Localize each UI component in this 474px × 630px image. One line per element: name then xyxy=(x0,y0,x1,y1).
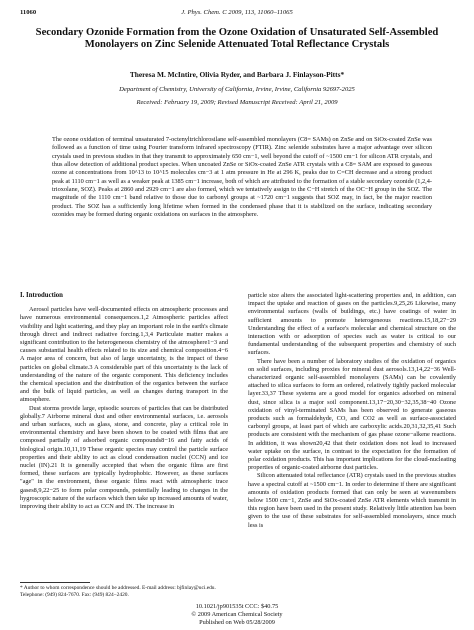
journal-citation: J. Phys. Chem. C 2009, 113, 11060–11065 xyxy=(181,9,293,16)
copyright-line: © 2009 American Chemical Society xyxy=(191,611,283,618)
paragraph: Silicon attenuated total reflectance (ATR) crystals used in the previous studies have a spectral cutoff at ~1500 cm−1. In order to determine if there are significant amounts of oxidation products formed that can only be seen at wavenumbers below 1500 cm−1, ZnSe and SiOx-coated ZnSe ATR elements which transmit in this region have been used in the present study. Relatively little attention has been given to the use of these substrates for self-assembled monolayers, since much less is xyxy=(248,472,456,529)
page-footer xyxy=(20,603,454,627)
left-column xyxy=(20,292,228,511)
right-column xyxy=(248,292,456,530)
affiliation: Department of Chemistry, University of California, Irvine, Irvine, California 92697-2025 xyxy=(119,86,355,93)
footnote-correspondence: * Author to whom correspondence should be addressed. E-mail address: bjfinlay@uci.edu. Telephone: (949) 824-7670. Fax: (949) 824−2420. xyxy=(20,585,216,598)
paragraph: Dust storms provide large, episodic sources of particles that can be distributed globally.7 Airborne mineral dust and other environmental surfaces, i.e. aerosols and urban surfaces, such as glass, stone, and concrete, play a critical role in environmental chemistry and have been shown to be coated with films that are composed partially of adsorbed organic compounds8−16 and fatty acids of biological origin.10,11,19 These organic species may control the particle surface properties and their ability to act as cloud condensation nuclei (CCN) and ice nuclei (IN).21 It is generally accepted that when the organic films are first formed, these surfaces are typically hydrophobic. However, as these surfaces "age" in the environment, these organic films react with atmospheric trace gases8,9,22−25 to form polar compounds, potentially leading to changes in the hygroscopic nature of the surfaces which then take up increased amounts of water, improving their ability to act as CCN and IN. The increase in xyxy=(20,404,228,511)
footnote-rule xyxy=(20,582,90,583)
page-number: 11060 xyxy=(20,9,37,16)
running-header xyxy=(20,9,454,20)
paragraph: Aerosol particles have well-documented effects on atmospheric processes and have numerous environmental consequences.1,2 Atmospheric particles affect visibility and light scattering, and they play an important role in the earth's climate through direct and indirect radiative forcing.1,3,4 Particulate matter makes a significant contribution to the heterogeneous chemistry of the atmosphere1−3 and causes substantial health effects related to its size and chemical composition.4−6 A major area of concern, but also of large uncertainty, is the impact of these particles on global climate.3 A considerable part of this uncertainty is the lack of understanding of the nature of the organic component. This deficiency includes the chemical speciation and the distribution of the organics between the surface and the bulk of liquid particles, as well as changes during transport in the atmosphere. xyxy=(20,306,228,404)
published-date: Published on Web 05/28/2009 xyxy=(199,619,275,626)
author-list: Theresa M. McIntire, Olivia Ryder, and Barbara J. Finlayson-Pitts* xyxy=(129,70,345,79)
section-heading-introduction: I. Introduction xyxy=(20,292,63,299)
abstract: The ozone oxidation of terminal unsaturated 7-octenyltrichlorosilane self-assembled monolayers (C8= SAMs) on ZnSe and on SiOx-coated ZnSe was followed as a function of time using Fourier transform infrared spectroscopy (FTIR). Zinc selenide substrates have a major advantage over silicon crystals used in previous studies in that they transmit to approximately 650 cm−1, well beyond the cutoff of ~1500 cm−1 for silicon ATR crystals, and thus allow detection of additional product species. When uncoated ZnSe or SiOx-coated ZnSe ATR crystals with a C8= SAM are exposed to gaseous ozone at concentrations from 10^13 to 10^15 molecules cm−3 at 1 atm pressure in He at 296 K, peaks due to C=CH decrease and a strong product peak at 1110 cm−1 as well as a weaker peak at 1385 cm−1 increase, both of which are attributed to the formation of a stable secondary ozonide (1,2,4-trioxolane, SOZ). Peaks at 2860 and 2929 cm−1 are also formed, which we tentatively assign to the C−H stretch of the OC−H group in the SOZ. The magnitude of the 1110 cm−1 band relative to those due to carbonyl groups at ~1720 cm−1 suggests that SOZ may, in fact, be the major reaction product. The SOZ has a sufficiently long lifetime when formed in the condensed phase that it is stabilized on the surface, indicating secondary ozonides may be formed during organic oxidations on surfaces in the atmosphere. xyxy=(52,136,432,219)
doi-line: 10.1021/jp901535t CCC: $40.75 xyxy=(195,603,279,610)
article-title: Secondary Ozonide Formation from the Ozone Oxidation of Unsaturated Self-Assembled Monolayers on Zinc Selenide Attenuated Total Reflectance Crystals xyxy=(35,27,439,51)
footnotes xyxy=(20,585,230,599)
received-dates: Received: February 19, 2009; Revised Manuscript Received: April 21, 2009 xyxy=(136,99,338,106)
paragraph: particle size alters the associated light-scattering properties and, in addition, can impact the uptake and reaction of gases on the particles.9,25,26 Likewise, many environmental surfaces (walls of buildings, etc.) have coatings of water in sufficient amounts to promote heterogeneous reactions.15,18,27−29 Understanding the effect of a surface's molecular and chemical structure on the interaction with or adsorption of species such as water is critical to our fundamental understanding of the subsequent properties and chemistry of such surfaces. xyxy=(248,292,456,357)
paragraph: There have been a number of laboratory studies of the oxidation of organics on solid surfaces, including proxies for mineral dust aerosols.13,14,22−36 Well-characterized organic self-assembled monolayers (SAMs) can be covalently attached to silica surfaces to form an ordered, relatively tightly packed molecular layer.33,37 These systems are a good model for organics adsorbed on mineral dust, since silica is a major soil component.13,17−20,30−32,35,38−40 Ozone oxidation of vinyl-terminated SAMs has been observed to generate gaseous products such as formaldehyde, CO, and CO2 as well as surface-associated carbonyl groups, at least part of which are carboxylic acids.20,31,32,35,41 Such products are consistent with the mechanism of gas phase ozone−alkene reactions. In addition, it was shown20,42 that their oxidation does not lead to increased water uptake on the surface, in contrast to the expectation for the formation of polar oxidation products. This has important implications for the cloud-nucleating properties of organic-coated airborne dust particles. xyxy=(248,357,456,472)
